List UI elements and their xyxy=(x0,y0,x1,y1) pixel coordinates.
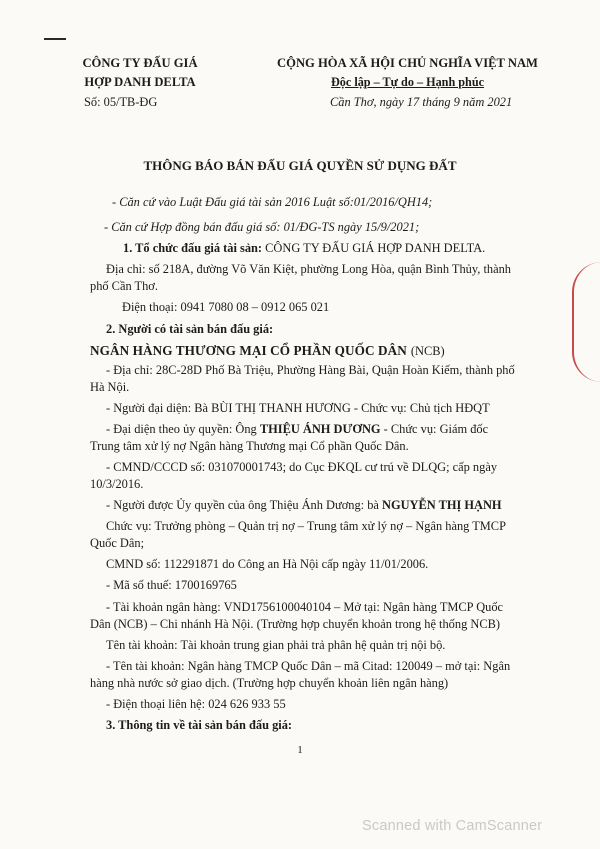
legal-rep-title: - Chức vụ: Chủ tịch HĐQT xyxy=(353,401,490,415)
section-1-row xyxy=(123,241,485,256)
auction-org-name: CÔNG TY ĐẤU GIÁ HỢP DANH DELTA. xyxy=(265,241,486,255)
legal-basis-2: - Căn cứ Hợp đồng bán đấu giá số: 01/ĐG-TS ngày 15/9/2021; xyxy=(104,220,420,234)
owner-bank-abbr: (NCB) xyxy=(410,344,445,358)
legal-rep-name: BÙI THỊ THANH HƯƠNG xyxy=(211,401,351,415)
delegate-row xyxy=(106,498,502,513)
owner-bank-name: NGÂN HÀNG THƯƠNG MẠI CỔ PHẦN QUỐC DÂN xyxy=(90,343,407,358)
page-number: 1 xyxy=(297,744,303,756)
seal-stamp xyxy=(572,262,600,382)
section-1-heading: 1. Tổ chức đấu giá tài sản: xyxy=(123,241,263,255)
account-name: Tên tài khoản: Tài khoản trung gian phải trả phân hệ quản trị nội bộ. xyxy=(106,638,446,652)
section-3-heading: 3. Thông tin về tài sản bán đấu giá: xyxy=(106,718,293,732)
owner-bank-row xyxy=(90,342,445,360)
tax-code: - Mã số thuế: 1700169765 xyxy=(106,578,237,592)
scanner-watermark: Scanned with CamScanner xyxy=(362,818,543,834)
document-title: THÔNG BÁO BÁN ĐẤU GIÁ QUYỀN SỬ DỤNG ĐẤT xyxy=(143,158,457,173)
national-motto: Độc lập – Tự do – Hạnh phúc xyxy=(330,75,485,89)
company-name-line1: CÔNG TY ĐẤU GIÁ xyxy=(82,56,198,70)
bank-account-line1: - Tài khoản ngân hàng: VND1756100040104 – Mở tại: Ngân hàng TMCP Quốc xyxy=(106,600,504,614)
bank-account-line2: Dân (NCB) – Chi nhánh Hà Nội. (Trường hợp chuyển khoản trong hệ thống NCB) xyxy=(90,617,500,631)
authorized-rep-prefix: - Đại diện theo ủy quyền: Ông xyxy=(106,422,257,436)
org-phone: Điện thoại: 0941 7080 08 – 0912 065 021 xyxy=(122,300,330,314)
interbank-line1: - Tên tài khoản: Ngân hàng TMCP Quốc Dân – mã Citad: 120049 – mở tại: Ngân xyxy=(106,659,511,673)
contact-phone: - Điện thoại liên hệ: 024 626 933 55 xyxy=(106,697,286,711)
authorized-rep-row xyxy=(106,422,488,437)
bank-address-line1: - Địa chỉ: 28C-28D Phố Bà Triệu, Phường Hàng Bài, Quận Hoàn Kiếm, thành phố xyxy=(106,363,515,377)
delegate-prefix: - Người được Ủy quyền của ông Thiệu Ánh Dương: bà xyxy=(106,498,379,512)
document-number: Số: 05/TB-ĐG xyxy=(84,95,158,109)
delegate-name: NGUYỄN THỊ HẠNH xyxy=(382,498,502,512)
id-card-line2: 10/3/2016. xyxy=(90,477,144,491)
legal-rep-row xyxy=(106,401,490,416)
org-address-line1: Địa chỉ: số 218A, đường Võ Văn Kiệt, phường Long Hòa, quận Bình Thủy, thành xyxy=(106,262,511,276)
legal-basis-1: - Căn cứ vào Luật Đấu giá tài sản 2016 Luật số:01/2016/QH14; xyxy=(112,195,433,209)
delegate-id-card: CMND số: 112291871 do Công an Hà Nội cấp ngày 11/01/2006. xyxy=(106,557,429,571)
legal-rep-prefix: - Người đại diện: Bà xyxy=(106,401,209,415)
id-card-line1: - CMND/CCCD số: 031070001743; do Cục ĐKQL cư trú về DLQG; cấp ngày xyxy=(106,460,498,474)
bank-address-line2: Hà Nội. xyxy=(90,380,130,394)
authorized-rep-line2: Trung tâm xử lý nợ Ngân hàng Thương mại Cổ phần Quốc Dân. xyxy=(90,439,409,453)
authorized-rep-title: - Chức vụ: Giám đốc xyxy=(383,422,489,436)
delegate-position-line1: Chức vụ: Trưởng phòng – Quản trị nợ – Trung tâm xử lý nợ – Ngân hàng TMCP xyxy=(106,519,506,533)
section-2-heading: 2. Người có tài sản bán đấu giá: xyxy=(106,322,274,336)
republic-heading: CỘNG HÒA XÃ HỘI CHỦ NGHĨA VIỆT NAM xyxy=(277,56,538,70)
scan-edge-mark xyxy=(44,38,66,40)
date-place: Cần Thơ, ngày 17 tháng 9 năm 2021 xyxy=(330,95,513,109)
authorized-rep-name: THIỆU ÁNH DƯƠNG xyxy=(259,422,381,436)
org-address-line2: phố Cần Thơ. xyxy=(90,279,158,293)
interbank-line2: hàng nhà nước sở giao dịch. (Trường hợp chuyển khoản liên ngân hàng) xyxy=(90,676,449,690)
company-name-line2: HỢP DANH DELTA xyxy=(84,75,196,89)
delegate-position-line2: Quốc Dân; xyxy=(90,536,145,550)
